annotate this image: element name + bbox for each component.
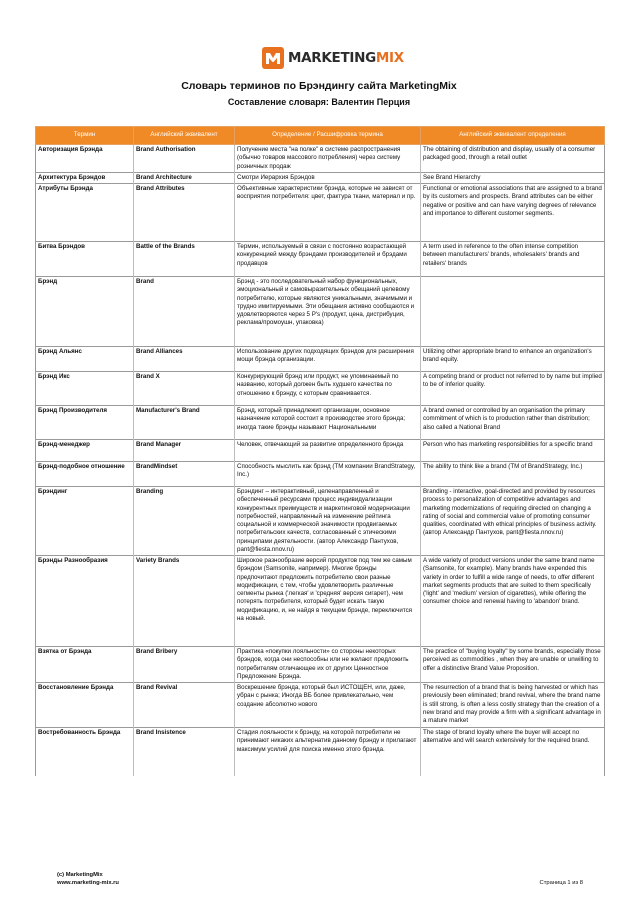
definition-cell: Использование других подходящих брэндов для расширения мощи брэнда организации. — [235, 347, 421, 372]
table-row — [36, 462, 605, 487]
english-definition-cell: A term used in reference to the often intense competition between manufacturers' brands, wholesalers' brands and retailers' brands — [421, 242, 605, 277]
table-row — [36, 683, 605, 728]
definition-cell: Конкурирующий брэнд или продукт, не упоминаемый по названию, который должен быть худшего качества по отношению к брэнду, с которым сравнивается. — [235, 372, 421, 406]
english-cell: Branding — [134, 487, 235, 556]
definition-cell: Практика «покупки лояльности» со стороны некоторых брэндов, когда они неспособны или не желают предложить потребителям отличающее их от других Ценностное Предложение Брэнда. — [235, 647, 421, 683]
english-definition-cell: Person who has marketing responsibilities for a specific brand — [421, 440, 605, 462]
footer-copyright: (c) MarketingMix — [57, 872, 103, 878]
english-definition-cell: The resurrection of a brand that is being harvested or which has previously been eliminated; brand revival, where the brand name is still strong, is often a less costly strategy than the creation of a new brand and may provide a firm with a significant advantage in a mature market — [421, 683, 605, 728]
table-row — [36, 728, 605, 776]
english-definition-cell: The practice of "buying loyalty" by some brands, especially those perceived as commodities , when they are unable or unwilling to offer a distinctive Brand Value Proposition. — [421, 647, 605, 683]
term-cell: Брэнд Икс — [36, 372, 134, 406]
footer-site-link[interactable]: www.marketing-mix.ru — [57, 880, 119, 887]
document-title: Словарь терминов по Брэндингу сайта MarketingMix — [181, 80, 457, 92]
english-definition-cell: The ability to think like a brand (TM of BrandStrategy, Inc.) — [421, 462, 605, 487]
table-row — [36, 277, 605, 347]
table-row — [36, 372, 605, 406]
term-cell: Восстановление Брэнда — [36, 683, 134, 728]
header-english-definition: Английский эквивалент определения — [421, 127, 605, 145]
english-cell: Brand Attributes — [134, 184, 235, 242]
english-definition-cell: A brand owned or controlled by an organisation the primary commitment of which is to production rather than distribution; also called a National Brand — [421, 406, 605, 440]
table-header-row — [36, 127, 605, 145]
definition-cell: Брэндинг – интерактивный, целенаправленный и обеспеченный ресурсами процесс индивидуализации конкурентных преимуществ и маркетинговой модернизации потребностей, направленный на изменение рейтинга социальной и коммерческой значимости продвигаемых потребительских качеств, согласованный с этическими принципами деятельности. (автор Александр Пантухов, pant@fiesta.nnov.ru) — [235, 487, 421, 556]
english-cell: Variety Brands — [134, 556, 235, 647]
english-definition-cell: Branding - interactive, goal-directed and provided by resources process to personalization of competitive advantages and marketing modernizations of requiring directed on changing a rating of social and commercial value of promoting consumer qualities, coordinated with ethical principles of business activity. (автор Александр Пантухов, pant@fiesta.nnov.ru) — [421, 487, 605, 556]
english-definition-cell: Utilizing other appropriate brand to enhance an organization's brand equity. — [421, 347, 605, 372]
english-cell: Brand Revival — [134, 683, 235, 728]
term-cell: Востребованность Брэнда — [36, 728, 134, 776]
glossary-table — [35, 126, 605, 776]
m-logo-icon — [262, 47, 284, 69]
term-cell: Брэнд Производителя — [36, 406, 134, 440]
english-cell: Brand Bribery — [134, 647, 235, 683]
english-definition-cell: A competing brand or product not referred to by name but implied to be of inferior quality. — [421, 372, 605, 406]
english-definition-cell: A wide variety of product versions under the same brand name (Samsonite, for example). Many brands have expended this variety in order to fulfill a wide range of needs, to offer different market segments products that are suited to them specifically ('light' and 'medium' version of cigarettes), while offering the consumer choice and renewal having to 'abandon' brand. — [421, 556, 605, 647]
definition-cell: Стадия лояльности к брэнду, на которой потребители не принимают никаких альтернатив данному брэнду и прилагают максимум усилий для поиска именно этого брэнда. — [235, 728, 421, 776]
term-cell: Взятка от Брэнда — [36, 647, 134, 683]
english-definition-cell: See Brand Hierarchy — [421, 172, 605, 183]
english-cell: BrandMindset — [134, 462, 235, 487]
page-number: Страница 1 из 8 — [539, 880, 583, 886]
table-row — [36, 440, 605, 462]
table-row — [36, 172, 605, 183]
definition-cell: Способность мыслить как брэнд (TM компании BrandStrategy, Inc.) — [235, 462, 421, 487]
definition-cell: Объективные характеристики брэнда, которые не зависят от восприятия потребителя: цвет, фактура ткани, материал и пр. — [235, 184, 421, 242]
english-definition-cell: Functional or emotional associations that are assigned to a brand by its customers and prospects. Brand attributes can be either negative or positive and can have varying degrees of relevance and importance to different customer segments. — [421, 184, 605, 242]
logo-wordmark-part2: MIX — [375, 50, 404, 66]
term-cell: Брэнд Альянс — [36, 347, 134, 372]
english-definition-cell: The obtaining of distribution and display, usually of a consumer packaged good, through a retail outlet — [421, 145, 605, 173]
term-cell: Брэнд-подобное отношение — [36, 462, 134, 487]
english-cell: Brand Architecture — [134, 172, 235, 183]
table-row — [36, 487, 605, 556]
definition-cell: Термин, используемый в связи с постоянно возрастающей конкуренцией между брэндами производителей и брэдами продавцов — [235, 242, 421, 277]
english-cell: Brand Alliances — [134, 347, 235, 372]
table-row — [36, 647, 605, 683]
footer-left — [57, 871, 119, 888]
table-row — [36, 145, 605, 173]
definition-cell: Воскрешение брэнда, который был ИСТОЩЕН, или, даже, убран с рынка; Иногда ВБ более привлекательно, чем создание абсолютно нового — [235, 683, 421, 728]
table-row — [36, 184, 605, 242]
table-row — [36, 406, 605, 440]
logo — [262, 47, 404, 69]
english-definition-cell — [421, 277, 605, 347]
term-cell: Авторизация Брэнда — [36, 145, 134, 173]
definition-cell: Брэнд - это последовательный набор функциональных, эмоциональный и самовыразительных обещаний целевому потребителю, которые являются уникальными, значимыми и трудно имитируемыми. Эти обещания активно сообщаются и удовлетворяются через 5 P's (продукт, цена, дистрибуция, реклама/промоушн, упаковка) — [235, 277, 421, 347]
english-definition-cell: The stage of brand loyalty where the buyer will accept no alternative and will search extensively for the required brand. — [421, 728, 605, 776]
english-cell: Brand X — [134, 372, 235, 406]
definition-cell: Человек, отвечающий за развитие определенного брэнда — [235, 440, 421, 462]
term-cell: Брэнд — [36, 277, 134, 347]
table-row — [36, 556, 605, 647]
header-definition: Определение / Расшифровка термина — [235, 127, 421, 145]
table-row — [36, 242, 605, 277]
header-english: Английский эквивалент — [134, 127, 235, 145]
term-cell: Брэнд-менеджер — [36, 440, 134, 462]
english-cell: Manufacturer's Brand — [134, 406, 235, 440]
definition-cell: Брэнд, который принадлежит организации, основное назначение которой состоит в производстве этого брэнда; иногда такие брэнды называют Национальными — [235, 406, 421, 440]
english-cell: Brand — [134, 277, 235, 347]
document-subtitle: Составление словаря: Валентин Перция — [227, 97, 411, 107]
english-cell: Battle of the Brands — [134, 242, 235, 277]
logo-wordmark-part1: MARKETING — [288, 50, 376, 66]
definition-cell: Получение места "на полке" в системе распространения (обычно товаров массового потребления) через систему розничных продаж — [235, 145, 421, 173]
term-cell: Брэнды Разнообразия — [36, 556, 134, 647]
term-cell: Атрибуты Брэнда — [36, 184, 134, 242]
english-cell: Brand Insistence — [134, 728, 235, 776]
definition-cell: Смотри Иерархия Брэндов — [235, 172, 421, 183]
logo-wordmark — [288, 50, 404, 66]
definition-cell: Широкое разнообразие версий продуктов под тем же самым брэндом (Samsonite, например). Многие брэнды предпочитают предложить потребителю свои разные модификации, с тем, чтобы удовлетворить различные сегменты рынка ('легкая' и 'средняя' версия сигарет), чем потерять потребителя, который будет искать такую модификацию, и, не найдя в текущем брэнде, переключится на новый. — [235, 556, 421, 647]
english-cell: Brand Manager — [134, 440, 235, 462]
english-cell: Brand Authorisation — [134, 145, 235, 173]
term-cell: Битва Брэндов — [36, 242, 134, 277]
table-row — [36, 347, 605, 372]
term-cell: Архитектура Брэндов — [36, 172, 134, 183]
header-term: Термин — [36, 127, 134, 145]
term-cell: Брэндинг — [36, 487, 134, 556]
